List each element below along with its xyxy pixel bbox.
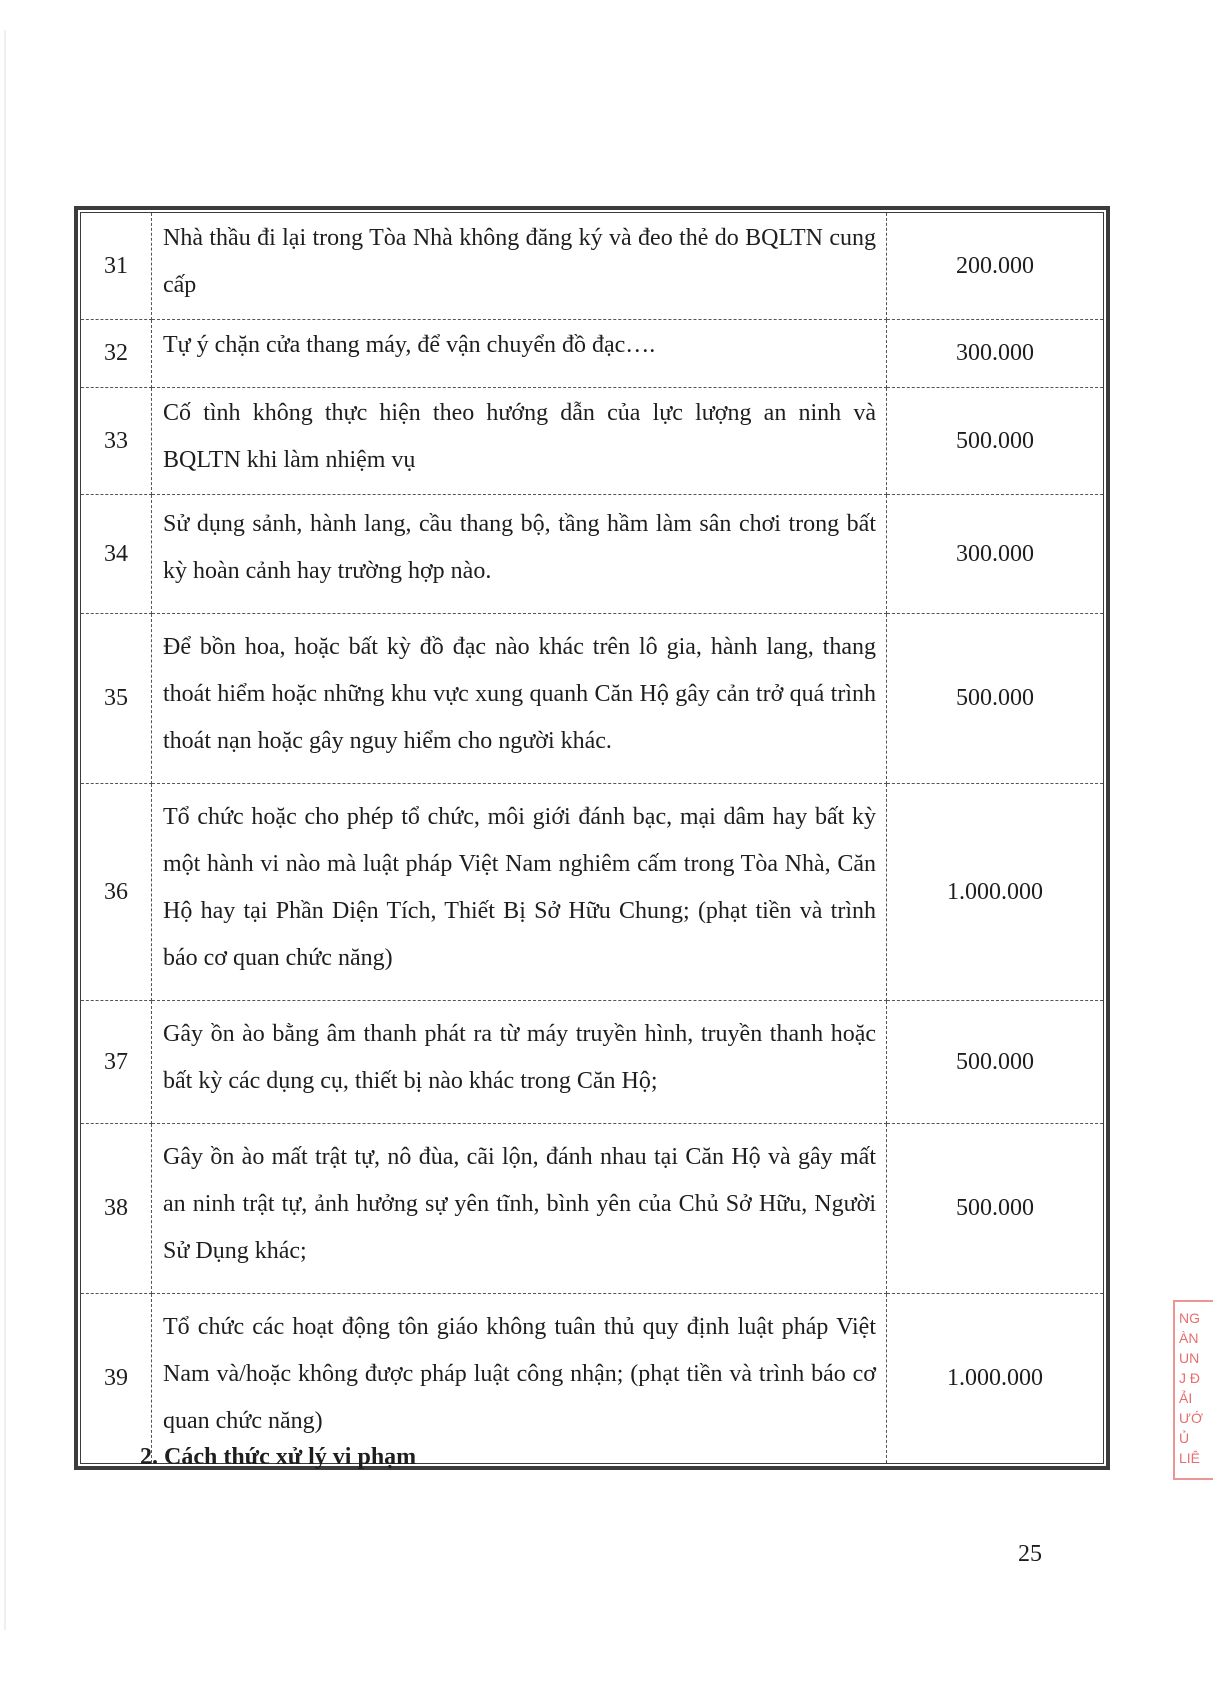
table-row xyxy=(81,495,1104,614)
stamp-text: J Đ xyxy=(1179,1370,1200,1386)
stamp-text: NG xyxy=(1179,1310,1200,1326)
fine-amount: 500.000 xyxy=(887,388,1104,495)
row-number: 36 xyxy=(81,784,152,1001)
fines-table-frame xyxy=(74,206,1110,1470)
violation-description: Sử dụng sảnh, hành lang, cầu thang bộ, tầng hầm làm sân chơi trong bất kỳ hoàn cảnh hay trường hợp nào. xyxy=(152,495,887,614)
table-row xyxy=(81,388,1104,495)
fines-table xyxy=(80,212,1104,1464)
row-number: 38 xyxy=(81,1124,152,1294)
fine-amount: 1.000.000 xyxy=(887,784,1104,1001)
table-row xyxy=(81,1001,1104,1124)
violation-description: Để bồn hoa, hoặc bất kỳ đồ đạc nào khác trên lô gia, hành lang, thang thoát hiểm hoặc những khu vực xung quanh Căn Hộ gây cản trở quá trình thoát nạn hoặc gây nguy hiểm cho người khác. xyxy=(152,614,887,784)
violation-description: Gây ồn ào mất trật tự, nô đùa, cãi lộn, đánh nhau tại Căn Hộ và gây mất an ninh trật tự, ảnh hưởng sự yên tĩnh, bình yên của Chủ Sở Hữu, Người Sử Dụng khác; xyxy=(152,1124,887,1294)
violation-description: Tự ý chặn cửa thang máy, để vận chuyển đồ đạc…. xyxy=(152,320,887,388)
row-number: 37 xyxy=(81,1001,152,1124)
stamp-text: ẢI xyxy=(1179,1390,1193,1406)
table-row xyxy=(81,1124,1104,1294)
stamp-text: UN xyxy=(1179,1350,1200,1366)
page-number: 25 xyxy=(1018,1541,1042,1567)
stamp-text: LIÊ xyxy=(1179,1450,1201,1466)
fine-amount: 500.000 xyxy=(887,614,1104,784)
fine-amount: 300.000 xyxy=(887,320,1104,388)
violation-description: Gây ồn ào bằng âm thanh phát ra từ máy truyền hình, truyền thanh hoặc bất kỳ các dụng cụ, thiết bị nào khác trong Căn Hộ; xyxy=(152,1001,887,1124)
fine-amount: 300.000 xyxy=(887,495,1104,614)
fine-amount: 500.000 xyxy=(887,1001,1104,1124)
violation-description: Cố tình không thực hiện theo hướng dẫn của lực lượng an ninh và BQLTN khi làm nhiệm vụ xyxy=(152,388,887,495)
fine-amount: 500.000 xyxy=(887,1124,1104,1294)
fine-amount: 200.000 xyxy=(887,213,1104,320)
scan-edge xyxy=(4,30,6,1630)
table-row xyxy=(81,213,1104,320)
section-heading: 2. Cách thức xử lý vi phạm xyxy=(140,1444,417,1470)
stamp-text: ÀN xyxy=(1179,1330,1199,1346)
row-number: 39 xyxy=(81,1294,152,1464)
table-row xyxy=(81,320,1104,388)
table-row xyxy=(81,614,1104,784)
fine-amount: 1.000.000 xyxy=(947,1365,1043,1391)
table-row xyxy=(81,784,1104,1001)
row-number: 34 xyxy=(81,495,152,614)
violation-description: Tổ chức hoặc cho phép tổ chức, môi giới đánh bạc, mại dâm hay bất kỳ một hành vi nào mà luật pháp Việt Nam nghiêm cấm trong Tòa Nhà, Căn Hộ hay tại Phần Diện Tích, Thiết Bị Sở Hữu Chung; (phạt tiền và trình báo cơ quan chức năng) xyxy=(152,784,887,1001)
red-seal-stamp xyxy=(1173,1300,1213,1480)
row-number: 31 xyxy=(81,213,152,320)
table-row xyxy=(81,1294,1104,1464)
row-number: 32 xyxy=(81,320,152,388)
row-number: 35 xyxy=(81,614,152,784)
row-number: 33 xyxy=(81,388,152,495)
stamp-text: ƯỚ xyxy=(1179,1410,1203,1426)
violation-description: Nhà thầu đi lại trong Tòa Nhà không đăng ký và đeo thẻ do BQLTN cung cấp xyxy=(152,213,887,320)
violation-description: Tổ chức các hoạt động tôn giáo không tuân thủ quy định luật pháp Việt Nam và/hoặc không được pháp luật công nhận; (phạt tiền và trình báo cơ quan chức năng) xyxy=(152,1294,887,1464)
stamp-text: Ủ xyxy=(1179,1430,1190,1446)
